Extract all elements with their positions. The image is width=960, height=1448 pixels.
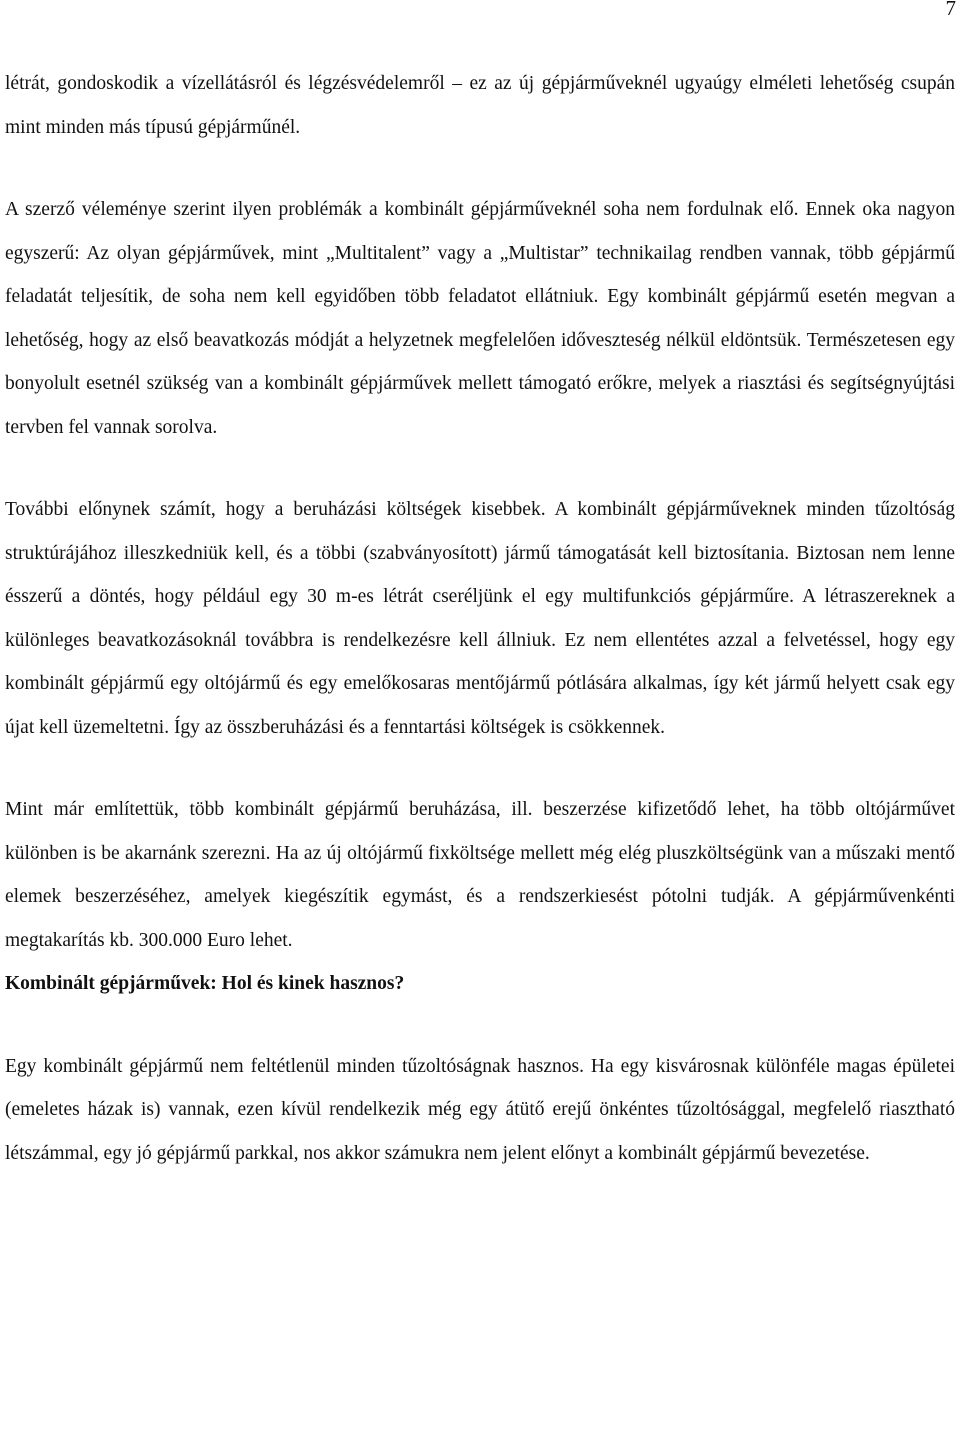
paragraph-where-useful: Egy kombinált gépjármű nem feltétlenül minden tűzoltóságnak hasznos. Ha egy kisvárosnak különféle magas épületei (emeletes házak is) vannak, ezen kívül rendelkezik még egy átütő erejű önkéntes tűzoltósággal, megfelelő riasztható létszámmal, egy jó gépjármű parkkal, nos akkor számukra nem jelent előnyt a kombinált gépjármű bevezetése. — [5, 1055, 955, 1164]
paragraph-cost-savings: Mint már említettük, több kombinált gépjármű beruházása, ill. beszerzése kifizetődő lehet, ha több oltójárművet különben is be akarnánk szerezni. Ha az új oltójármű fixköltsége mellett még elég pluszköltségünk van a műszaki mentő elemek beszerzéséhez, amelyek kiegészítik egymást, és a rendszerkiesést pótolni tudják. A gépjárművenkénti megtakarítás kb. 300.000 Euro lehet. — [5, 799, 955, 951]
paragraph-investment-costs: További előnynek számít, hogy a beruházási költségek kisebbek. A kombinált gépjárműveknek minden tűzoltóság struktúrájához illeszkedniük kell, és a többi (szabványosított) jármű támogatását kell biztosítania. Biztosan nem lenne ésszerű a döntés, hogy például egy 30 m-es létrát cseréljünk el egy multifunkciós gépjárműre. A létraszereknek a különleges beavatkozásoknál továbbra is rendelkezésre kell állniuk. Ez nem ellentétes azzal a felvetéssel, hogy egy kombinált gépjármű egy oltójármű és egy emelőkosaras mentőjármű pótlására alkalmas, így két jármű helyett csak egy újat kell üzemeltetni. Így az összberuházási és a fenntartási költségek is csökkennek. — [5, 499, 955, 738]
paragraph-continued: létrát, gondoskodik a vízellátásról és légzésvédelemről – ez az új gépjárműveknél ugyaúgy elméleti lehetőség csupán mint minden más típusú gépjárműnél. — [5, 73, 955, 138]
page-body — [5, 62, 955, 1175]
paragraph-combined-vehicles-advantage: A szerző véleménye szerint ilyen problémák a kombinált gépjárműveknél soha nem fordulnak elő. Ennek oka nagyon egyszerű: Az olyan gépjárművek, mint „Multitalent” vagy a „Multistar” technikailag rendben vannak, több gépjármű feladatát teljesítik, de soha nem kell egyidőben több feladatot ellátniuk. Egy kombinált gépjármű esetén megvan a lehetőség, hogy az első beavatkozás módját a helyzetnek megfelelően időveszteség nélkül eldöntsük. Természetesen egy bonyolult esetnél szükség van a kombinált gépjárművek mellett támogató erőkre, melyek a riasztási és segítségnyújtási tervben fel vannak sorolva. — [5, 199, 955, 438]
page-number: 7 — [945, 0, 956, 20]
section-heading: Kombinált gépjárművek: Hol és kinek hasznos? — [5, 973, 405, 994]
